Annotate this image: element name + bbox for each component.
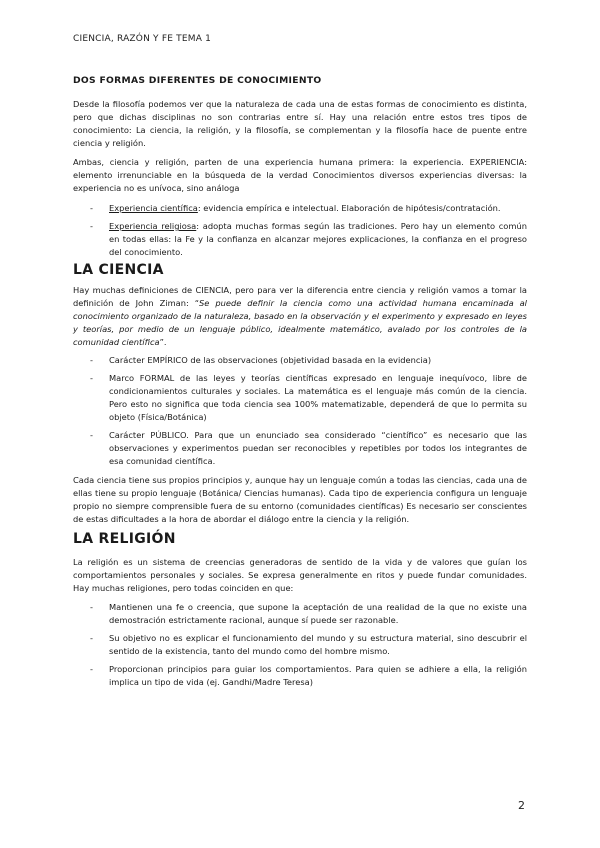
dash-bullet: - (90, 664, 93, 674)
dash-bullet: - (90, 602, 93, 612)
ziman-quote: Se puede definir la ciencia como una actividad humana encaminada al conocimiento organizado de la naturaleza, basado en la observación y el experimento y expresado en leyes y teorías, por medio de un lenguaje público, idealmente matemático, avalado por los controles de la comunidad científica (73, 298, 527, 347)
document-body (73, 74, 527, 689)
list-item-text: Mantienen una fe o creencia, que supone la aceptación de una realidad de la que no existe una demostración estrictamente racional, aunque sí puede ser razonable. (109, 602, 527, 625)
list-item-text: Marco FORMAL de las leyes y teorías científicas expresado en lenguaje inequívoco, libre de condicionamientos culturales y sociales. La matemática es el lenguaje más común de la ciencia. Pero esto no significa que toda ciencia sea 100% matematizable, dependerá de que lo permita su objeto (Física/Botánica) (109, 373, 527, 422)
list-item (73, 601, 527, 627)
dash-bullet: - (90, 203, 93, 213)
list-item (73, 632, 527, 658)
definition-intro: Hay muchas definiciones de CIENCIA, pero para ver la diferencia entre ciencia y religión vamos a tomar la definición de John Ziman: “ (73, 285, 527, 308)
page-header: CIENCIA, RAZÓN Y FE TEMA 1 (73, 34, 212, 44)
dash-bullet: - (90, 221, 93, 231)
section-heading-religion: LA RELIGIÓN (73, 531, 176, 547)
section-heading-conocimiento: DOS FORMAS DIFERENTES DE CONOCIMIENTO (73, 75, 322, 86)
term: Experiencia científica (109, 203, 198, 213)
list-item (73, 202, 527, 215)
paragraph: Ambas, ciencia y religión, parten de una experiencia humana primera: la experiencia. EXPERIENCIA: elemento irrenunciable en la búsqueda de la verdad Conocimientos diversos experiencias diversas: la experiencia no es unívoca, sino análoga (73, 157, 527, 193)
list-item-text: Carácter EMPÍRICO de las observaciones (objetividad basada en la evidencia) (109, 355, 432, 365)
dash-bullet: - (90, 373, 93, 383)
experience-list (73, 202, 527, 259)
list-item-text: Carácter PÚBLICO. Para que un enunciado sea considerado “científico” es necesario que las observaciones y experimentos puedan ser reconocibles y repetibles por todos los integrantes de esa comunidad científica. (109, 430, 527, 466)
term: Experiencia religiosa (109, 221, 197, 231)
religion-traits-list (73, 601, 527, 689)
list-item (73, 372, 527, 424)
science-traits-list (73, 354, 527, 468)
dash-bullet: - (90, 430, 93, 440)
list-item-text: Proporcionan principios para guiar los comportamientos. Para quien se adhiere a ella, la religión implica un tipo de vida (ej. Gandhi/Madre Teresa) (109, 664, 527, 687)
quote-close: ”. (159, 337, 167, 347)
paragraph (73, 284, 527, 349)
paragraph: Desde la filosofía podemos ver que la naturaleza de cada una de estas formas de conocimiento es distinta, pero que dichas disciplinas no son contrarias entre sí. Hay una relación entre estos tres tipos de conocimiento: La ciencia, la religión, y la filosofía, se complementan y la filosofía hace de puente entre ciencia y religión. (73, 99, 527, 148)
dash-bullet: - (90, 355, 93, 365)
paragraph: Cada ciencia tiene sus propios principios y, aunque hay un lenguaje común a todas las ciencias, cada una de ellas tiene su propio lenguaje (Botánica/ Ciencias humanas). Cada tipo de experiencia configura un lenguaje propio no siempre comprensible fuera de su entorno (comunidades científicas) Es necesario ser conscientes de estas dificultades a la hora de abordar el diálogo entre la ciencia y la religión. (73, 475, 527, 524)
list-item (73, 663, 527, 689)
page-number: 2 (518, 799, 525, 812)
term-description: : adopta muchas formas según las tradiciones. Pero hay un elemento común en todas ellas: la Fe y la confianza en alcanzar mejores explicaciones, la confianza en el progreso del conocimiento. (109, 221, 527, 257)
term-description: : evidencia empírica e intelectual. Elaboración de hipótesis/contratación. (197, 203, 501, 213)
list-item (73, 220, 527, 259)
section-heading-ciencia: LA CIENCIA (73, 262, 164, 278)
paragraph: La religión es un sistema de creencias generadoras de sentido de la vida y de valores que guían los comportamientos personales y sociales. Se expresa generalmente en ritos y puede fundar comunidades. Hay muchas religiones, pero todas coinciden en que: (73, 557, 527, 593)
list-item (73, 429, 527, 468)
dash-bullet: - (90, 633, 93, 643)
list-item-text: Su objetivo no es explicar el funcionamiento del mundo y su estructura material, sino descubrir el sentido de la existencia, tanto del mundo como del hombre mismo. (109, 633, 527, 656)
list-item (73, 354, 527, 367)
